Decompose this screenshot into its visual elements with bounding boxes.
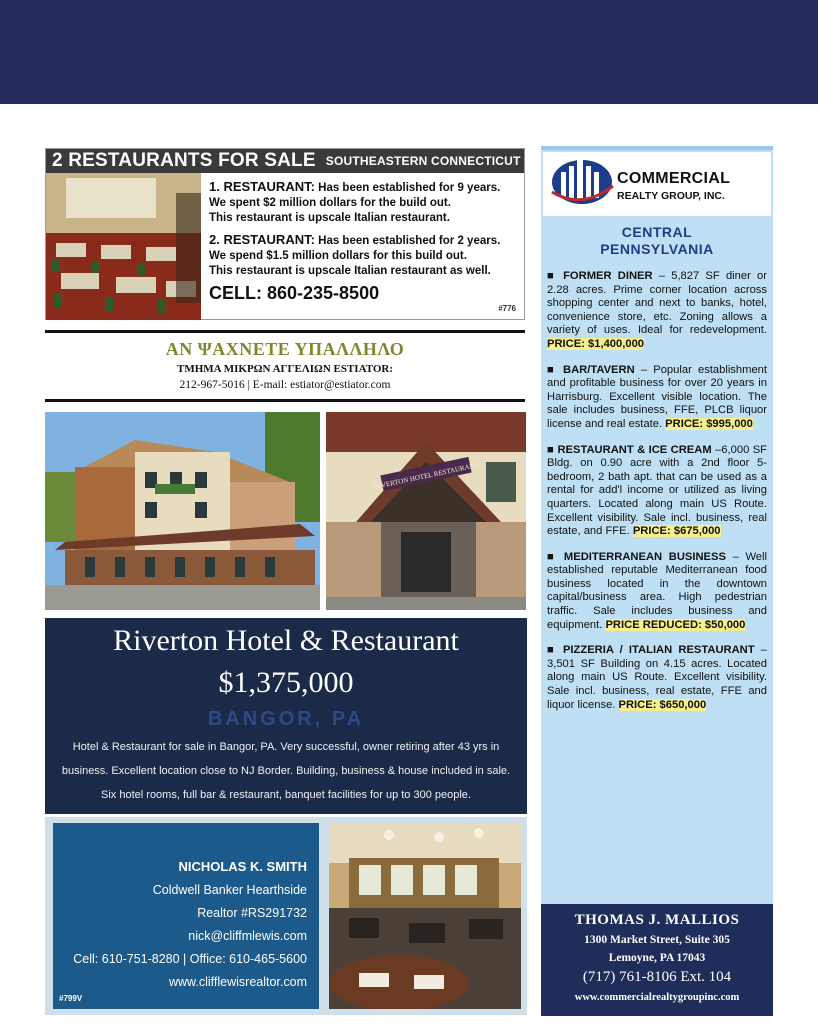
- agent-website: www.clifflewisrealtor.com: [168, 975, 307, 989]
- agent-phones: Cell: 610-751-8280 | Office: 610-465-5600: [73, 952, 307, 966]
- estiator-classifieds-ad: [45, 330, 525, 402]
- listing-body: –3,501 SF Building on 4.15 acres. Located along main US Route. Excellent visibility. Sale incl. business, real estate, FFE and liquor license.: [547, 644, 767, 711]
- listing-body: – Well established reputable Mediterranean food business located in the downtown capital/business area. High pedestrian traffic. Sale includes business and equipment.: [547, 550, 767, 631]
- agent-name: THOMAS J. MALLIOS: [574, 912, 740, 928]
- estiator-contact: 212-967-5016 | E-mail: estiator@estiator.com: [179, 379, 391, 391]
- listing-title: ■ MEDITERRANEAN BUSINESS: [547, 550, 726, 563]
- listing-price: PRICE: $995,000: [665, 417, 753, 430]
- region-line1: CENTRAL: [621, 224, 693, 240]
- listing-title: ■ PIZZERIA / ITALIAN RESTAURANT: [547, 644, 755, 657]
- estiator-title: ΑΝ ΨΑΧΝΕΤΕ ΥΠΑΛΛΗΛΟ: [165, 339, 405, 359]
- listing-body: – 5,827 SF diner or 2.28 acres. Prime corner location across shopping center and next to banks, hotel, convenience store, etc. Zoning allows a variety of uses. Ideal for redevelopment.: [547, 270, 767, 337]
- agent-contact-block: [541, 904, 773, 1016]
- restaurant-interior-photo: [46, 173, 201, 320]
- ad-location: SOUTHEASTERN CONNECTICUT: [325, 154, 521, 168]
- listing-body: –6,000 SF Bldg. on 0.90 acre with a 2nd floor 5-bedroom, 2 bath apt. that can be used as a rental for add'l income or utilized as living quarters. Located along main US Route. Excellent visibility. Sale incl. business, real estate, and FFE.: [547, 443, 767, 538]
- listing-title: ■ BAR/TAVERN: [547, 363, 635, 376]
- agent-name: NICHOLAS K. SMITH: [178, 859, 307, 874]
- listing-title: ■ RESTAURANT & ICE CREAM: [547, 443, 712, 456]
- nicholas-smith-ad: [45, 817, 527, 1015]
- restaurant-1-line1: Has been established for 9 years.: [318, 182, 501, 194]
- ad-cell-phone: CELL: 860-235-8500: [209, 283, 380, 303]
- ad-id: #776: [498, 304, 516, 313]
- header-band: [0, 0, 818, 104]
- listing-item: [541, 270, 773, 352]
- riverton-location: BANGOR, PA: [207, 708, 365, 730]
- region-heading: [541, 224, 773, 258]
- dining-room-photo: [329, 823, 521, 1009]
- riverton-desc-line1: Hotel & Restaurant for sale in Bangor, PA. Very successful, owner retiring after 43 yrs in: [72, 741, 500, 753]
- riverton-price: $1,375,000: [218, 666, 354, 699]
- agent-card: [53, 823, 319, 1009]
- listing-title: ■ FORMER DINER: [547, 270, 653, 282]
- two-restaurants-ad: [45, 148, 525, 320]
- ad-id: #799V: [59, 994, 83, 1003]
- entrance-sign-text: RIVERTON HOTEL RESTAURANT: [373, 460, 480, 491]
- region-line2: PENNSYLVANIA: [600, 241, 714, 257]
- riverton-title: Riverton Hotel & Restaurant: [113, 624, 459, 657]
- logo-text-line2: REALTY GROUP, INC.: [617, 190, 725, 202]
- ad-listing-text: [209, 179, 521, 304]
- riverton-building-photo: [45, 412, 320, 610]
- commercial-realty-ad: [541, 146, 773, 1016]
- listing-item: [541, 364, 773, 432]
- agent-website: www.commercialrealtygroupinc.com: [574, 992, 740, 1003]
- ad-headline-bar: [46, 149, 524, 173]
- agent-phone: (717) 761-8106 Ext. 104: [582, 969, 732, 985]
- listing-item: [541, 644, 773, 712]
- riverton-desc-line2: business. Excellent location close to NJ Border. Building, business & house included in sale.: [61, 765, 511, 777]
- listing-price: PRICE: $1,400,000: [547, 337, 645, 350]
- listing-item: [541, 551, 773, 633]
- listing-item: [541, 444, 773, 539]
- ad-headline: 2 RESTAURANTS FOR SALE: [52, 150, 316, 171]
- restaurant-1-line3: This restaurant is upscale Italian restaurant.: [209, 212, 450, 224]
- listing-price: PRICE: $675,000: [632, 525, 721, 538]
- listing-price: PRICE: $650,000: [618, 698, 707, 711]
- restaurant-1-label: 1. RESTAURANT:: [209, 179, 315, 194]
- restaurant-2-line1: Has been established for 2 years.: [318, 235, 501, 247]
- riverton-entrance-photo: [326, 412, 526, 610]
- listing-price: PRICE REDUCED: $50,000: [605, 618, 746, 631]
- restaurant-1-line2: We spent $2 million dollars for the build out.: [209, 197, 451, 209]
- agent-address-line2: Lemoyne, PA 17043: [608, 952, 706, 964]
- estiator-subtitle: ΤΜΗΜΑ ΜΙΚΡΩΝ ΑΓΓΕΛΙΩΝ ESTIATOR:: [176, 363, 394, 375]
- logo-text-line1: COMMERCIAL: [617, 170, 731, 187]
- agent-company: Coldwell Banker Hearthside: [152, 883, 307, 897]
- restaurant-2-line3: This restaurant is upscale Italian restaurant as well.: [209, 265, 491, 277]
- riverton-ad: [45, 618, 527, 814]
- agent-license: Realtor #RS291732: [197, 906, 307, 920]
- restaurant-2-line2: We spend $1.5 million dollars for this build out.: [209, 250, 467, 262]
- agent-email: nick@cliffmlewis.com: [188, 929, 307, 943]
- listing-body: – Popular establishment and profitable business for over 20 years in Harrisburg. Excellent visible location. The sale includes business, FFE, PLCB liquor license and real estate.: [547, 363, 767, 430]
- commercial-realty-logo: [543, 152, 771, 216]
- restaurant-2-label: 2. RESTAURANT:: [209, 232, 315, 247]
- riverton-description: [45, 735, 527, 807]
- riverton-desc-line3: Six hotel rooms, full bar & restaurant, banquet facilities for up to 300 people.: [101, 789, 471, 801]
- agent-address-line1: 1300 Market Street, Suite 305: [584, 934, 730, 946]
